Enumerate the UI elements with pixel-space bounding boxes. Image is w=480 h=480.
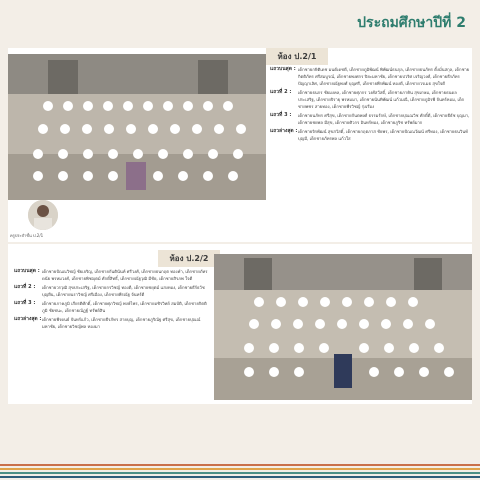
row-names: เด็กชายวรวุฒิ สุขประเสริฐ, เด็กชายกรวิชญ์ ทองดี, เด็กชายชยุตม์ แสงทอง, เด็กชายธีร์ธวัช บุญยืน, เด็กชายนราวิชญ์ ศรีเมือง, เด็กชายพีรณัฐ จันทร์ดี xyxy=(42,285,205,297)
room-label: ห้อง ป.2/1 xyxy=(266,48,328,65)
roster-group xyxy=(270,89,470,110)
roster-group xyxy=(270,66,470,87)
roster-group xyxy=(270,128,470,142)
stripe xyxy=(0,476,480,478)
student-roster xyxy=(14,268,210,332)
row-label: แถวบนสุด : xyxy=(14,268,40,274)
row-label: แถวที่ 3 : xyxy=(14,300,36,306)
stripe xyxy=(0,468,480,470)
class-photo xyxy=(214,254,472,400)
roster-group xyxy=(14,300,210,314)
roster-group xyxy=(14,268,210,282)
row-label: แถวล่างสุด : xyxy=(14,316,42,322)
class-photo xyxy=(8,54,266,200)
row-names: เด็กชายกษิติเดช มนต์เดชดี, เด็กชายภูมิพัฒน์ พิพัฒน์ธนกุล, เด็กชายธนภัทร ตั้งมั่นสกุล, เด็กชายกิตติภัทร ศรีสมบูรณ์, เด็กชายพงศกร ปิยะมหาชัย, เด็กชายปวริศ เจริญวงศ์, เด็กชายธีรภัทร ปัญญาเลิศ, เด็กชายณัฐพงศ์ บุญศรี, เด็กชายพีรพัฒน์ ทองดี, เด็กชายวรเมธ สุขใจดี xyxy=(298,67,470,86)
row-label: แถวล่างสุด : xyxy=(270,128,298,134)
row-label: แถวที่ 2 : xyxy=(14,284,36,290)
row-names: เด็กชายจิรพัฒน์ สุขสวัสดิ์, เด็กชายกฤตภาส ชัยพร, เด็กชายปัณณวัฒน์ ศรีทอง, เด็กชายธนวินท์ บุญมี, เด็กชายภัทรพล แก้วใส xyxy=(298,129,468,141)
row-label: แถวที่ 2 : xyxy=(270,89,292,95)
class-card-2-2 xyxy=(8,244,472,404)
decorative-stripes xyxy=(0,464,480,480)
stripe xyxy=(0,464,480,466)
roster-group xyxy=(270,112,470,126)
row-label: แถวบนสุด : xyxy=(270,66,296,72)
row-names: เด็กชายปัณณวิชญ์ ชัยเจริญ, เด็กชายกันตินันท์ ศรีวงศ์, เด็กชายธนกฤต ทองคำ, เด็กชายภัทรดนัย พรหมวงศ์, เด็กชายพิชญุตม์ ศักดิ์สิทธิ์, เด็กชายณัฐวุฒิ มีชัย, เด็กชายสิรภพ ใจดี xyxy=(42,269,208,281)
room-label: ห้อง ป.2/2 xyxy=(158,250,220,267)
page-title: ประถมศึกษาปีที่ 2 xyxy=(357,15,466,31)
student-roster xyxy=(270,66,470,144)
roster-group xyxy=(14,284,210,298)
row-names: เด็กชายพีรดนย์ จันทร์แก้ว, เด็กชายธีรภัทร สายบุญ, เด็กชายภูริณัฐ ศรีสุข, เด็กชายปุณณ์ มหาชัย, เด็กชายวิชญ์พล ทองมา xyxy=(42,317,201,329)
stripe xyxy=(0,472,480,474)
row-names: เด็กชายภาคภูมิ เกียรติศักดิ์, เด็กชายศุภวิชญ์ พงษ์ไพร, เด็กชายอชิรวิทย์ สมบัติ, เด็กชายกิตติภูมิ ชัยชนะ, เด็กชายณัฏฐ์ ทรัพย์สิน xyxy=(42,301,207,313)
teacher-caption: ครูประจำชั้น ป.2/1 xyxy=(10,233,44,238)
row-label: แถวที่ 3 : xyxy=(270,112,292,118)
roster-group xyxy=(14,316,210,330)
teacher-portrait xyxy=(28,200,58,230)
class-card-2-1 xyxy=(8,48,472,242)
row-names: เด็กชายนภัทร ศรีสุข, เด็กชายกันตพงศ์ ธรรมรักษ์, เด็กชายปุณณวิช ศักดิ์ดี, เด็กชายธีธัช บุญมา, เด็กชายชยพล มีสุข, เด็กชายศิวกร อินทร์ทอง, เด็กชายภูริช ทรัพย์มาก xyxy=(298,113,470,125)
row-names: เด็กชายธนกร ชัยมงคล, เด็กชายศุภกร วงศ์สวัสดิ์, เด็กชายภาคิน สุขเกษม, เด็กชายธนดล ประเสริฐ, เด็กชายจิรายุ พรหมมา, เด็กชายนันทิพัฒน์ แก้วมณี, เด็กชายภูมิรพี จันทร์หอม, เด็กชายพชร สายทอง, เด็กชายพีรวิชญ์ รุ่งเรือง xyxy=(298,90,465,109)
